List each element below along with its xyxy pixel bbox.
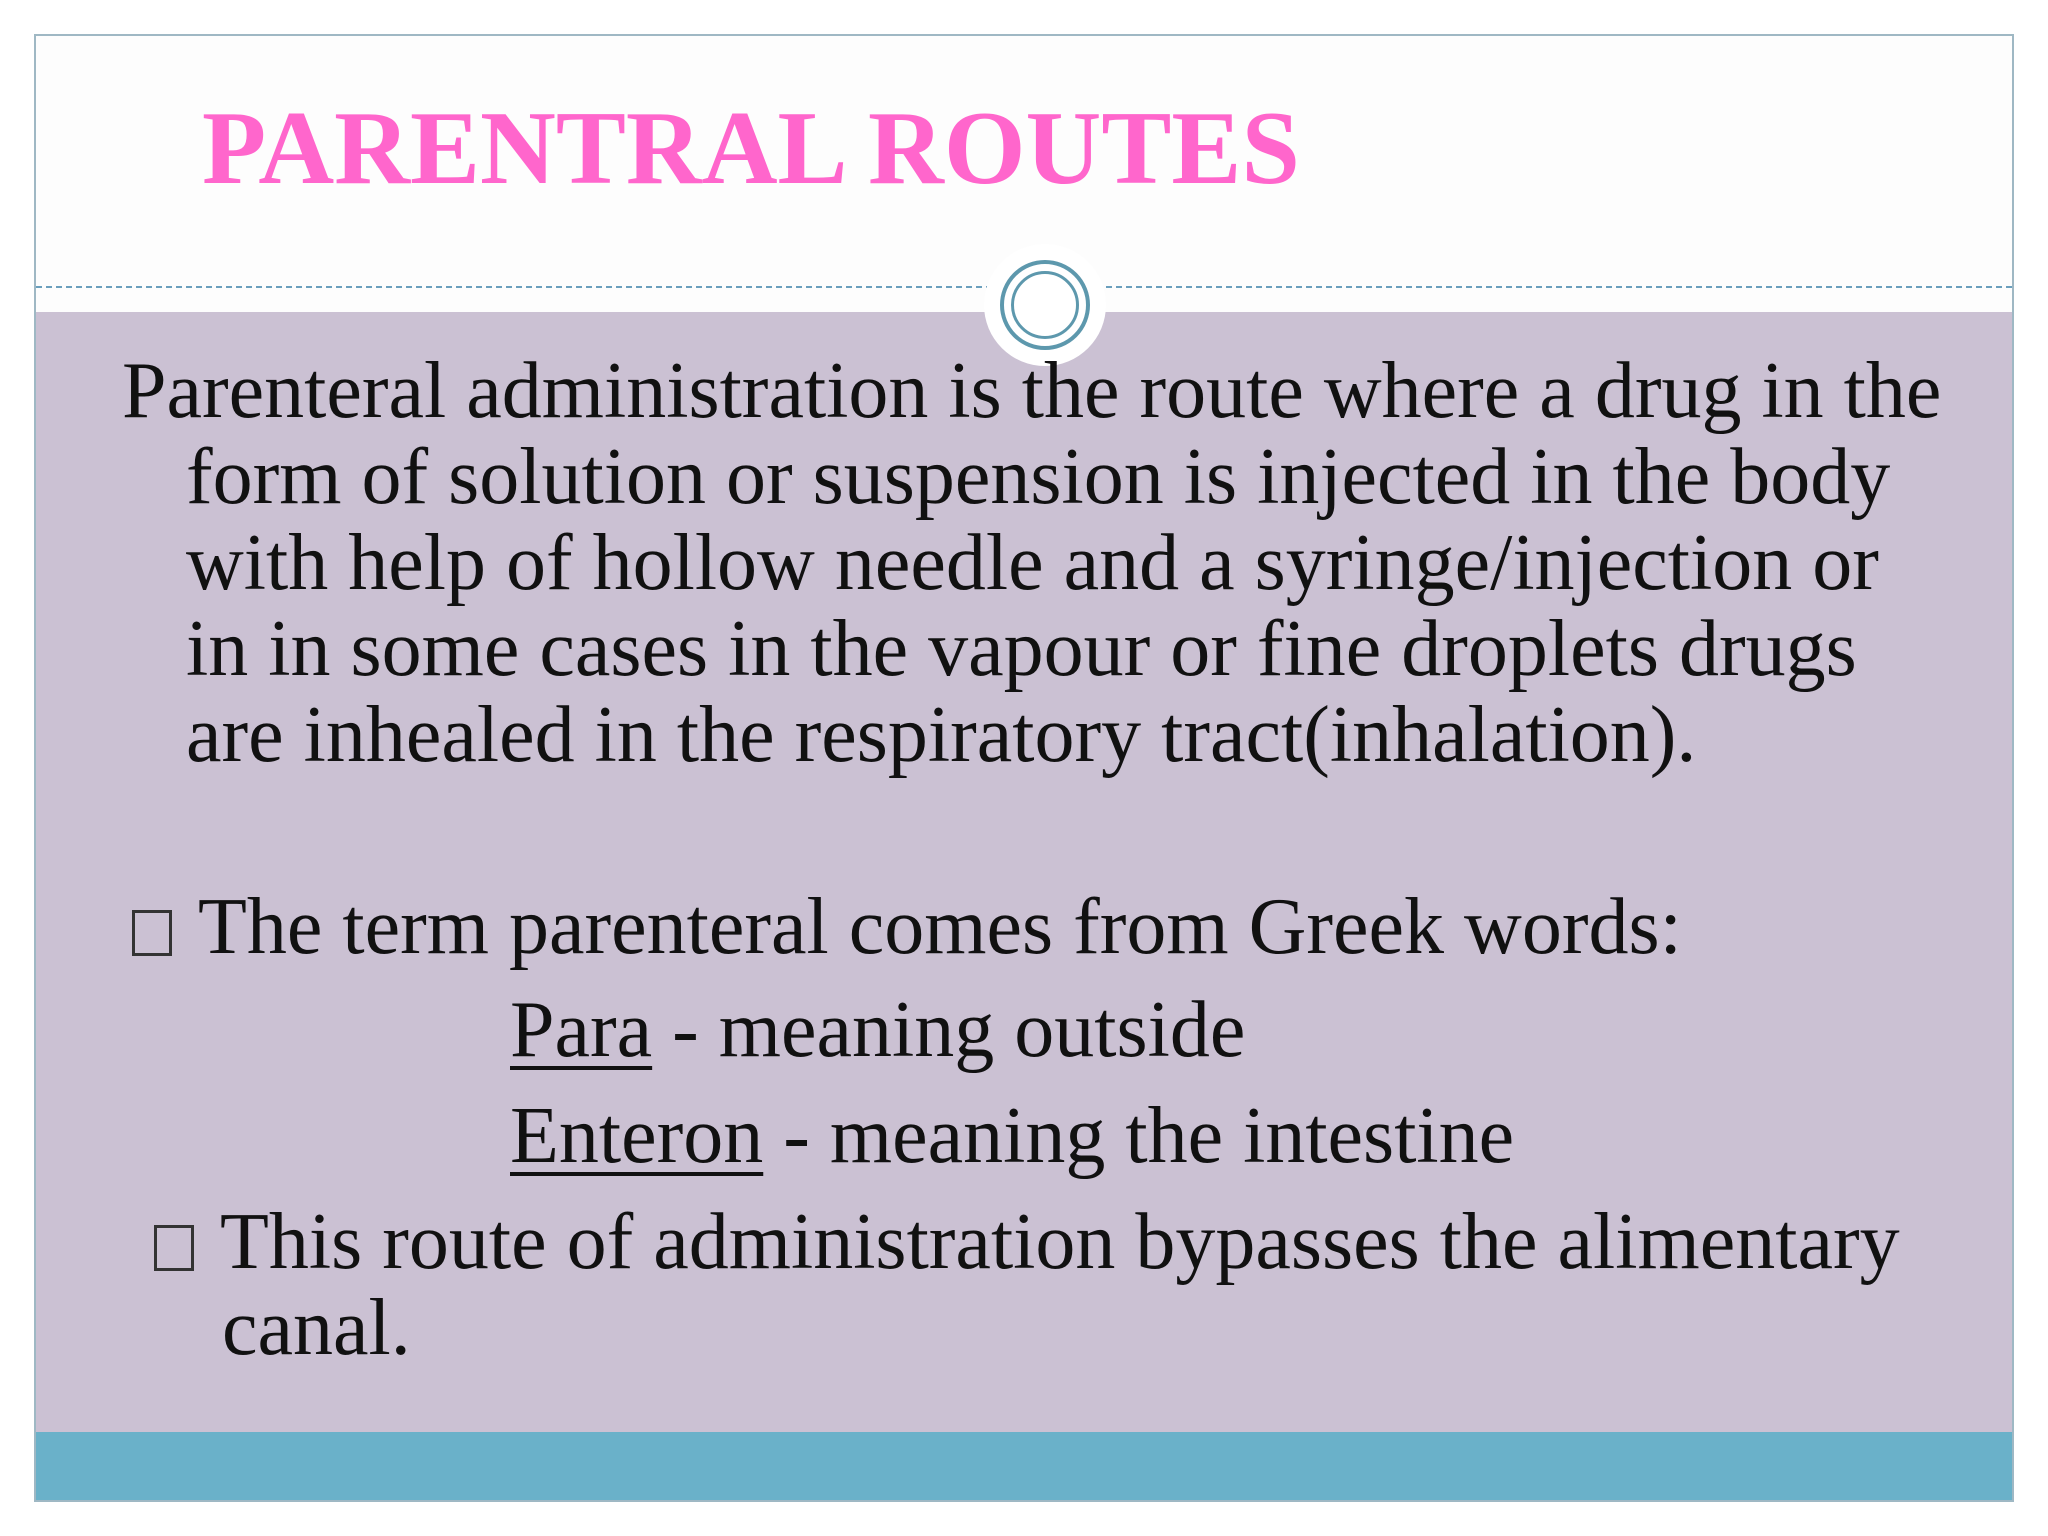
definition-enteron: [510, 1093, 1514, 1179]
bullet-greek-words: [132, 884, 1682, 970]
bullet-text: This route of administration bypasses the alimentary canal.: [220, 1198, 1900, 1372]
intro-paragraph: Parenteral administration is the route where a drug in the form of solution or suspension is injected in the body with help of hollow needle and a syringe/injection or in in some cases in the vapour or fine droplets drugs are inhealed in the respiratory tract(inhalation).: [122, 347, 1942, 779]
bottom-band: [36, 1432, 2012, 1502]
bullet-square-icon: [132, 910, 172, 956]
definition-meaning: - meaning outside: [652, 986, 1246, 1074]
bullet-bypasses-canal: [154, 1199, 1954, 1371]
slide: [34, 34, 2014, 1502]
definition-meaning: - meaning the intestine: [763, 1092, 1515, 1180]
definition-term: Para: [510, 986, 653, 1074]
bullet-square-icon: [154, 1225, 194, 1271]
slide-title: PARENTRAL ROUTES: [202, 89, 1300, 206]
definition-term: Enteron: [510, 1092, 764, 1180]
definition-para: [510, 987, 1245, 1073]
bullet-text: The term parenteral comes from Greek words:: [198, 883, 1682, 971]
